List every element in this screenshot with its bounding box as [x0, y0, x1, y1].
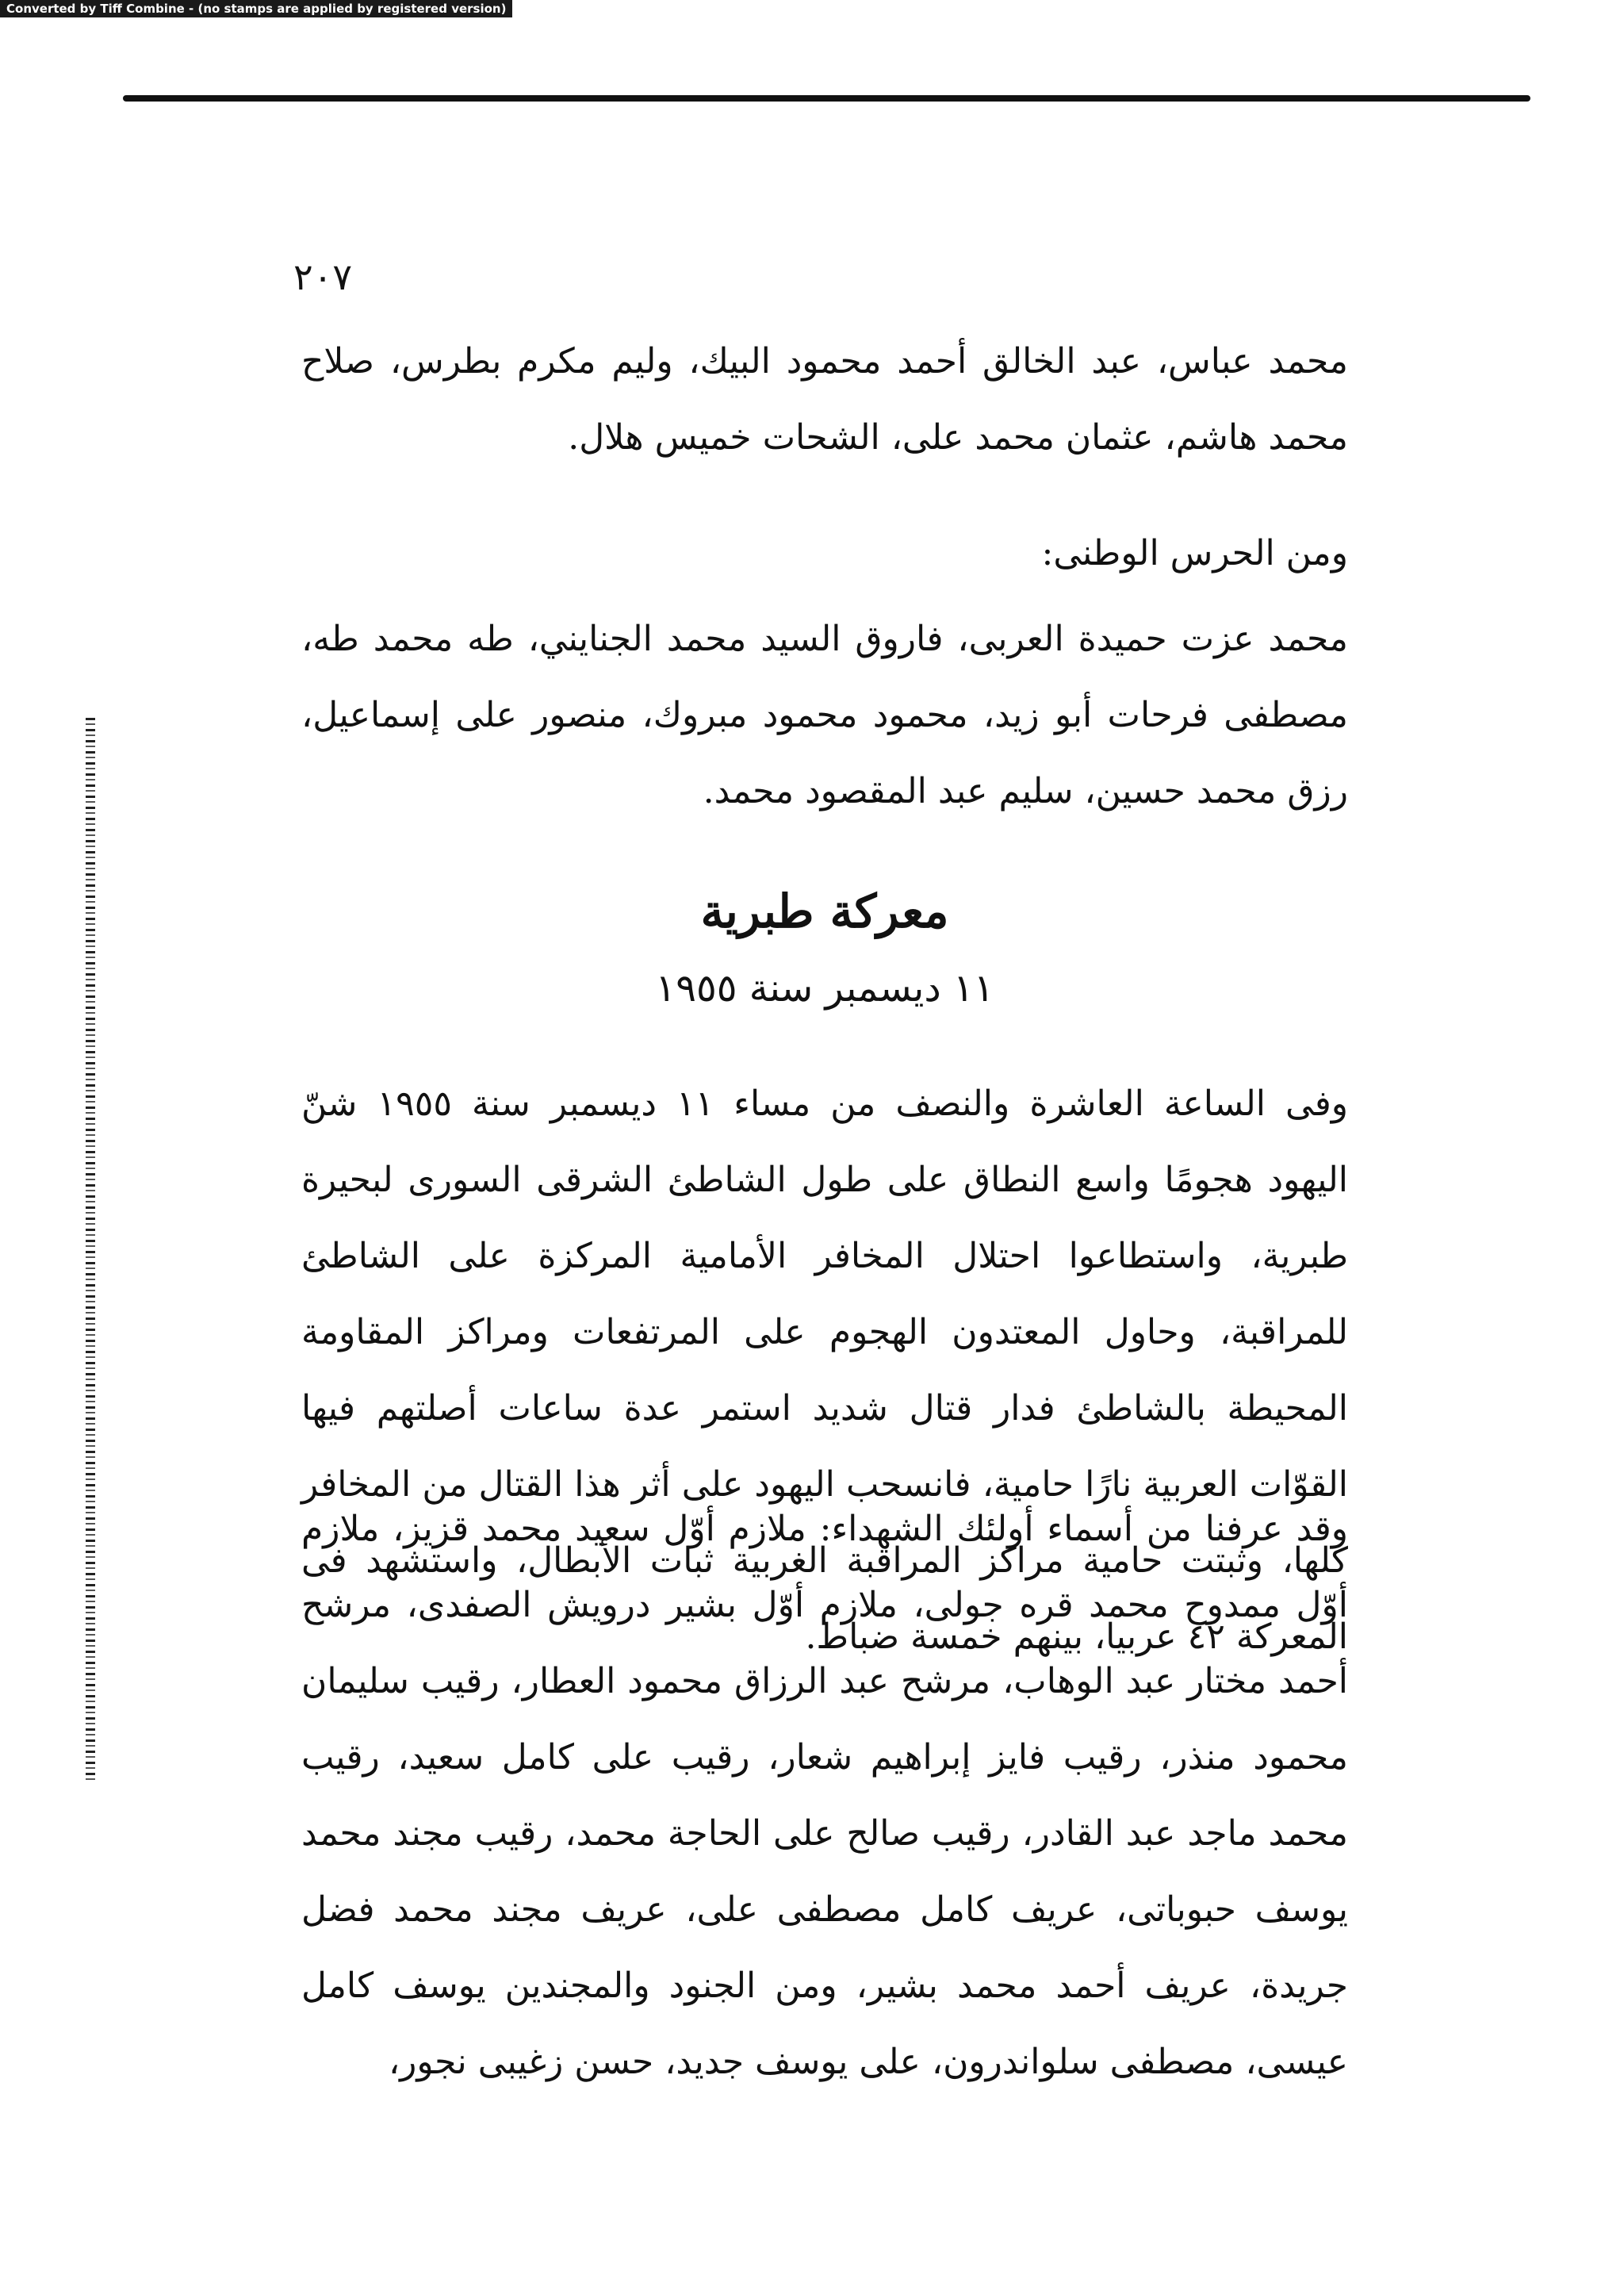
top-rule: [123, 95, 1530, 102]
paragraph-names-list-1: محمد عباس، عبد الخالق أحمد محمود البيك، وليم مكرم بطرس، صلاح محمد هاشم، عثمان محمد على، الشحات خميس هلال.: [301, 341, 1348, 458]
converter-banner: Converted by Tiff Combine - (no stamps are applied by registered version): [0, 0, 512, 17]
page-number: ٢٠٧: [293, 255, 353, 298]
paragraph-martyrs-names: وقد عرفنا من أسماء أولئك الشهداء: ملازم أوّل سعيد محمد قزيز، ملازم أوّل ممدوح محمد قره جولى، ملازم أوّل بشير درويش الصفدى، مرشح أحمد مختار عبد الوهاب، مرشح عبد الرزاق محمود العطار، رقيب سليمان محمود منذر، رقيب فايز إبراهيم شعار، رقيب على كامل سعيد، رقيب محمد ماجد عبد القادر، رقيب صالح على الحاجة محمد، رقيب مجند محمد يوسف حبوباتى، عريف كامل مصطفى على، عريف مجند محمد فضل جريدة، عريف أحمد محمد بشير، ومن الجنود والمجندين يوسف كامل عيسى، مصطفى سلواندرون، على يوسف جديد، حسن زغيبى نجور،: [301, 1509, 1349, 2082]
section-title: معركة طبرية: [700, 884, 949, 938]
paragraph-battle-account: وفى الساعة العاشرة والنصف من مساء ١١ ديسمبر سنة ١٩٥٥ شنّ اليهود هجومًا واسع النطاق على طول الشاطئ الشرقى السورى لبحيرة طبرية، واستطاعوا احتلال المخافر الأمامية المركزة على الشاطئ للمراقبة، وحاول المعتدون الهجوم على المرتفعات ومراكز المقاومة المحيطة بالشاطئ فدار قتال شديد استمر عدة ساعات أصلتهم فيها القوّات العربية نارًا حامية، فانسحب اليهود على أثر هذا القتال من المخافر كلها، وثبتت حامية مراكز المراقبة الغربية ثبات الأبطال، واستشهد فى المعركة ٤٢ عربيا، بينهم خمسة ضباط.: [301, 1083, 1349, 1657]
paragraph-names-list-2: محمد عزت حميدة العربى، فاروق السيد محمد الجنايني، طه محمد طه، مصطفى فرحات أبو زيد، محمود محمود مبروك، منصور على إسماعيل، رزق محمد حسين، سليم عبد المقصود محمد.: [301, 619, 1348, 811]
paragraph-national-guard-heading: ومن الحرس الوطنى:: [1041, 533, 1348, 573]
section-date: ١١ ديسمبر سنة ١٩٥٥: [655, 966, 994, 1011]
scan-edge-artifact: [86, 718, 95, 1781]
